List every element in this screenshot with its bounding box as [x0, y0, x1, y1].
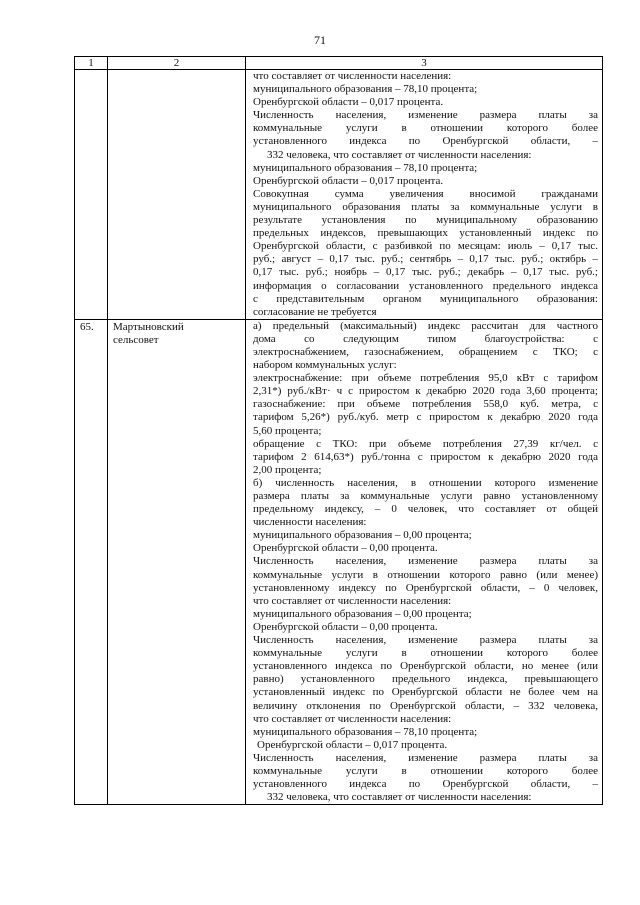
text-line: коммунальные услуги в отношении которого более [253, 122, 598, 135]
text-line: муниципального образования – 0,00 процента; [253, 607, 472, 620]
row-number-cell [75, 70, 108, 320]
text-line: установленного индекса по Оренбургской области, – [253, 778, 598, 791]
text-line: Оренбургской области – 0,00 процента. [253, 542, 438, 555]
row-description-cell [246, 319, 603, 804]
text-line: 0,17 тыс. руб.; ноябрь – 0,17 тыс. руб.; декабрь – 0,17 тыс. руб.; [253, 266, 598, 279]
text-line: информация о согласовании установленного предельного индекса [253, 279, 598, 292]
text-line: тарифом 5,26*) руб./куб. метр с приростом к декабрю 2020 года [253, 411, 598, 424]
text-line: обращение с ТКО: при объеме потребления 27,39 кг/чел. с [253, 437, 598, 450]
text-line: численности населения: [253, 516, 367, 529]
text-line: муниципального образования – 78,10 процента; [253, 725, 478, 738]
text-line: размера платы за коммунальные услуги равно установленному [253, 490, 598, 502]
text-line: с представительным органом муниципального образования: [253, 292, 598, 305]
text-line: 2,00 процента; [253, 463, 322, 476]
text-line: результате установления по муниципальному образованию [253, 214, 598, 227]
text-line: а) предельный (максимальный) индекс рассчитан для частного [253, 319, 598, 332]
table-row-continuation [75, 70, 603, 320]
text-line: Оренбургской области, с разбивкой по месяцам: июль – 0,17 тыс. [253, 240, 598, 253]
text-line: Численность населения, изменение размера платы за [253, 751, 598, 764]
row-description-cell [246, 70, 603, 320]
text-line: Численность населения, изменение размера платы за [253, 555, 598, 568]
text-line: муниципального образования – 78,10 процента; [253, 83, 478, 96]
row-number: 65. [80, 320, 94, 333]
text-line: Оренбургской области – 0,017 процента. [257, 738, 448, 751]
text-line: Оренбургской области – 0,00 процента. [253, 620, 438, 633]
table-row-65 [75, 319, 603, 804]
text-line: набором коммунальных услуг: [253, 359, 397, 372]
text-line: тарифом 2 614,63*) руб./тонна с приростом к декабрю 2020 года [253, 450, 598, 463]
text-line: 332 человека, что составляет от численности населения: [267, 148, 532, 161]
text-line: коммунальные услуги в отношении которого равно (или менее) [253, 568, 598, 581]
row-name-cell [108, 319, 246, 804]
municipality-name-line: Мартыновский [113, 320, 184, 333]
text-line: установленному индексу по Оренбургской области, – 0 человек, [253, 581, 598, 594]
text-line: муниципального образования – 0,00 процента; [253, 529, 472, 542]
text-line: электроснабжением, газоснабжением, обращением с ТКО; с [253, 345, 598, 358]
row-number-cell [75, 319, 108, 804]
text-line: установленного индекса по Оренбургской области, – [253, 135, 598, 148]
column-header-1: 1 [75, 57, 108, 70]
page-number: 71 [314, 33, 326, 47]
text-line: коммунальные услуги в отношении которого более [253, 647, 598, 660]
description-text [246, 320, 602, 804]
text-line: Оренбургской области – 0,017 процента. [253, 174, 444, 187]
column-header-2: 2 [108, 57, 246, 70]
text-line: что составляет от численности населения: [253, 712, 452, 725]
text-line: б) численность населения, в отношении которого изменение [253, 476, 598, 489]
row-name-cell [108, 70, 246, 320]
text-line: предельному индексу, – 0 человек, что составляет от общей [253, 503, 598, 516]
text-line: 332 человека, что составляет от численности населения: [267, 791, 532, 804]
text-line: Численность населения, изменение размера платы за [253, 109, 598, 122]
municipality-name-line: сельсовет [113, 333, 159, 346]
text-line: муниципального образования платы за коммунальные услуги в [253, 200, 598, 213]
column-header-3: 3 [246, 57, 603, 70]
text-line: что составляет от численности населения: [253, 70, 452, 82]
text-line: Численность населения, изменение размера платы за [253, 634, 598, 647]
text-line: электроснабжение: при объеме потребления 95,0 кВт с тарифом [253, 372, 598, 385]
text-line: руб.; август – 0,17 тыс. руб.; сентябрь – 0,17 тыс. руб.; октябрь – [253, 253, 598, 266]
text-line: предельных индексов, превышающих установленный индекс по [253, 227, 598, 240]
text-line: равно) установленного предельного индекса, превышающего [253, 673, 598, 686]
description-text [246, 70, 602, 319]
municipal-index-table [74, 56, 603, 805]
text-line: газоснабжение: при объеме потребления 558,0 куб. метра, с [253, 398, 598, 411]
text-line: коммунальные услуги в отношении которого более [253, 764, 598, 777]
text-line: установленный индекс по Оренбургской области не более чем на [253, 686, 598, 699]
text-line: 5,60 процента; [253, 424, 322, 437]
text-line: что составляет от численности населения: [253, 594, 452, 607]
text-line: Оренбургской области – 0,017 процента. [253, 96, 444, 109]
text-line: установленного индекса по Оренбургской области, но менее (или [253, 660, 598, 673]
text-line: 2,31*) руб./кВт· ч с приростом к декабрю 2020 года 3,60 процента; [253, 385, 598, 398]
text-line: величину отклонения по Оренбургской области, – 332 человека, [253, 699, 598, 712]
text-line: дома со следующим типом благоустройства: с [253, 332, 598, 345]
text-line: Совокупная сумма увеличения вносимой гражданами [253, 187, 598, 200]
municipality-name [108, 320, 245, 347]
table-header-row [75, 57, 603, 70]
text-line: согласование не требуется [253, 305, 377, 318]
text-line: муниципального образования – 78,10 процента; [253, 161, 478, 174]
